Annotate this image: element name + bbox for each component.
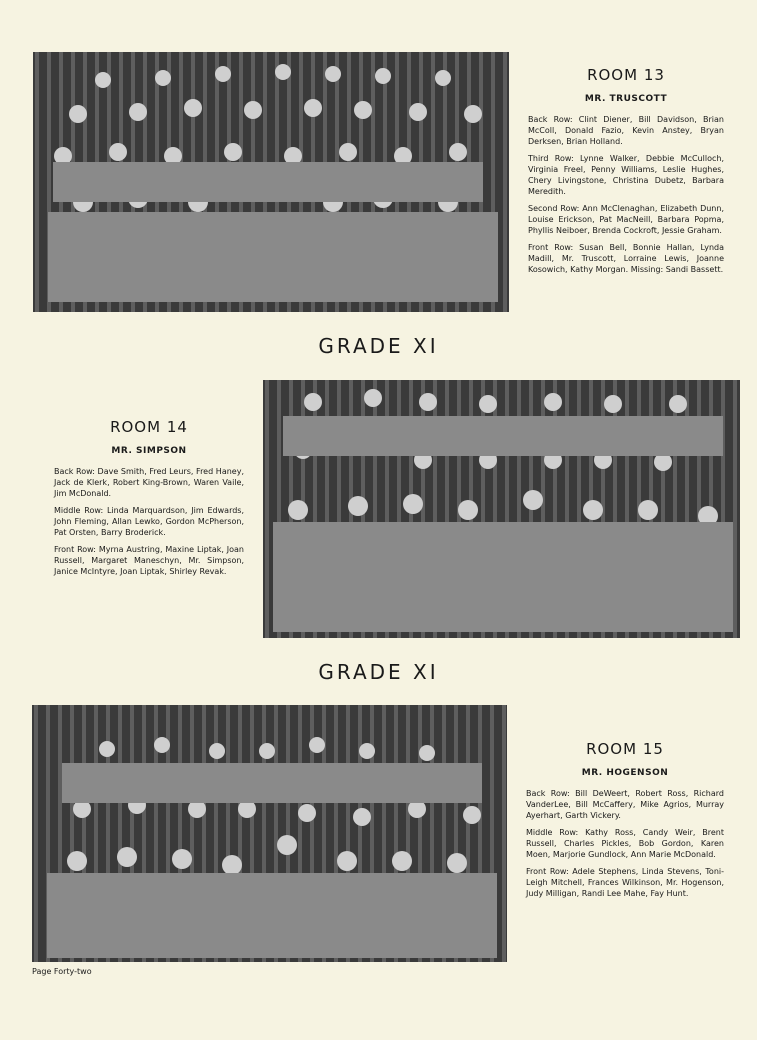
room-13-caption-block <box>528 66 724 281</box>
room-13-back-row: Back Row: Clint Diener, Bill Davidson, Brian McColl, Donald Fazio, Kevin Anstey, Bryan Derksen, Brian Holland. <box>528 115 724 146</box>
room-13-teacher: MR. TRUSCOTT <box>584 94 668 104</box>
room-14-title: ROOM 14 <box>110 418 188 436</box>
room-14-back-row: Back Row: Dave Smith, Fred Leurs, Fred Haney, Jack de Klerk, Robert King-Brown, Waren Vaile, Jim McDonald. <box>54 467 244 498</box>
page-number: Page Forty-two <box>32 967 92 976</box>
room-13-second-row: Second Row: Ann McClenaghan, Elizabeth Dunn, Louise Erickson, Pat MacNeill, Barbara Popma, Phyllis Neiboer, Brenda Cockroft, Jessie Graham. <box>528 204 724 235</box>
grade-heading-2: GRADE XI <box>318 660 439 684</box>
room-13-title: ROOM 13 <box>587 66 665 84</box>
room-14-class-photo <box>263 380 740 638</box>
room-15-title: ROOM 15 <box>586 740 664 758</box>
room-14-front-row: Front Row: Myrna Austring, Maxine Liptak, Joan Russell, Margaret Maneschyn, Mr. Simpson, Janice McIntyre, Joan Liptak, Shirley Revak. <box>54 545 244 576</box>
room-15-back-row: Back Row: Bill DeWeert, Robert Ross, Richard VanderLee, Bill McCaffery, Mike Agrios, Murray Ayerhart, Garth Vickery. <box>526 789 724 820</box>
room-13-front-row: Front Row: Susan Bell, Bonnie Hallan, Lynda Madill, Mr. Truscott, Lorraine Lewis, Joanne Kosowich, Kathy Morgan. Missing: Sandi Bassett. <box>528 243 724 274</box>
room-13-third-row: Third Row: Lynne Walker, Debbie McCulloch, Virginia Freel, Penny Williams, Leslie Hughes, Chery Livingstone, Christina Dubetz, Barbara Meredith. <box>528 154 724 196</box>
room-15-caption-block <box>526 740 724 905</box>
room-13-class-photo <box>33 52 509 312</box>
room-14-middle-row: Middle Row: Linda Marquardson, Jim Edwards, John Fleming, Allan Lewko, Gordon McPherson, Pat Orsten, Barry Broderick. <box>54 506 244 537</box>
room-14-caption-block <box>54 418 244 583</box>
room-15-teacher: MR. HOGENSON <box>581 768 669 778</box>
room-15-class-photo <box>32 705 507 962</box>
room-15-front-row: Front Row: Adele Stephens, Linda Stevens, Toni-Leigh Mitchell, Frances Wilkinson, Mr. Hogenson, Judy Milligan, Randi Lee Mahe, Fay Hunt. <box>526 867 724 898</box>
room-15-middle-row: Middle Row: Kathy Ross, Candy Weir, Brent Russell, Charles Pickles, Bob Gordon, Karen Moen, Marjorie Gundlock, Ann Marie McDonald. <box>526 828 724 859</box>
grade-heading-1: GRADE XI <box>318 334 439 358</box>
room-14-teacher: MR. SIMPSON <box>111 446 187 456</box>
